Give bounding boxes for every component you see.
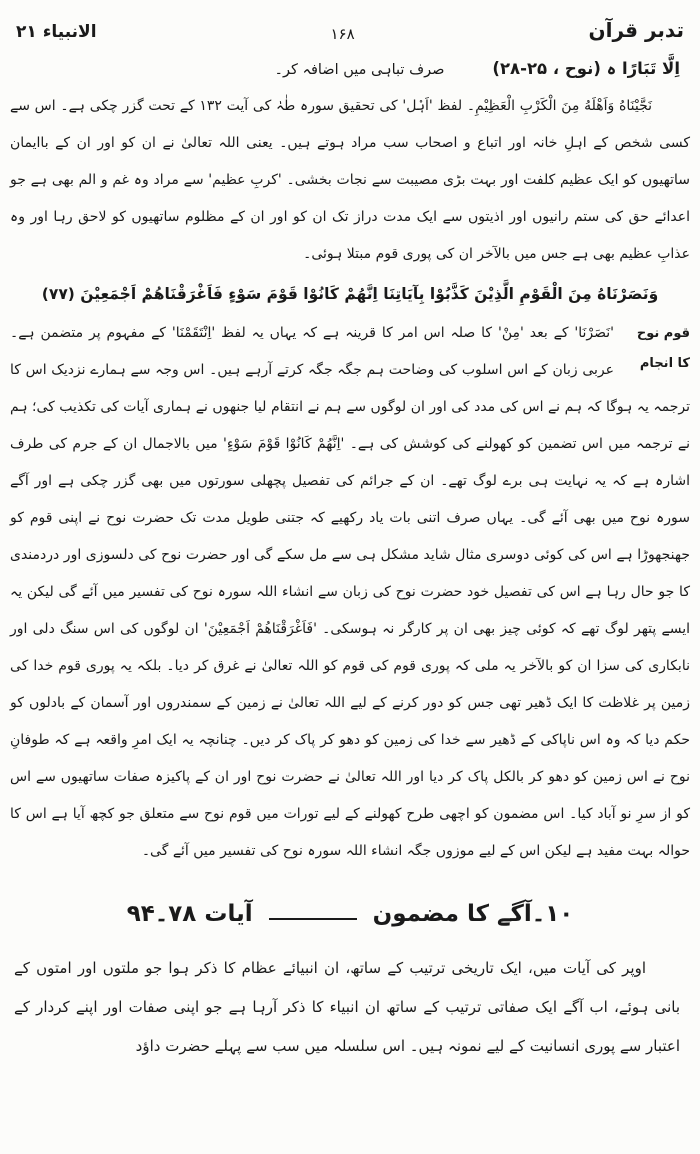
surah-reference: الانبیاء ۲۱ — [16, 22, 97, 42]
section-number-title: ۱۰۔آگے کا مضمون — [372, 901, 574, 927]
commentary-paragraph-kurb-azeem: نَجَّيْنَاهُ وَاَهْلَهُ مِنَ الْكَرْبِ الْعَظِيْمِ۔ لفظ 'اَہْل' کی تحقیق سورہ طٰہٰ کی آیت ۱۳۲ کے تحت گزر چکی ہے۔ اس سے کسی شخص کے اہلِ خانہ اور اتباع و اصحاب سب مراد ہوتے ہیں۔ یعنی اللہ تعالیٰ نے ان کو اور ان کے باایمان ساتھیوں کو ایک عظیم کلفت اور بہت بڑی مصیبت سے نجات بخشی۔ 'کربِ عظیم' سے مراد وہ غم و الم بھی ہے جو اعدائے حق کی ستم رانیوں اور اذیتوں سے ایک مدت دراز تک ان کو اور ان کے مظلوم ساتھیوں کو لاحق رہا اور وہ عذابِ عظیم بھی ہے جس میں بالآخر ان کی پوری قوم مبتلا ہوئی۔ — [10, 98, 690, 262]
commentary-paragraph-qaum-nuh: 'نَصَرْنَا' کے بعد 'مِنْ' کا صلہ اس امر کا قرینہ ہے کہ یہاں یہ لفظ 'اِنْتَقَمْنَا' کے مفہوم پر متضمن ہے۔ عربی زبان کے اس اسلوب کی وضاحت ہم جگہ جگہ کرتے آرہے ہیں۔ اس وجہ سے ہمارے نزدیک اس کا ترجمہ یہ ہوگا کہ ہم نے اس کی مدد کی اور ان لوگوں سے ہم نے انتقام لیا جنھوں نے ہماری آیات کی تکذیب کی؛ ہم نے ترجمہ میں اس تضمین کو کھولنے کی کوشش کی ہے۔ 'اِنَّهُمْ كَانُوْا قَوْمَ سَوْءٍ' میں بالاجمال ان کے جرم کی طرف اشارہ ہے کہ یہ نہایت ہی برے لوگ تھے۔ ان کے جرائم کی تفصیل پچھلی سورتوں میں بھی گزر چکی ہے اور آگے سورہ نوح میں بھی آئے گی۔ یہاں صرف اتنی بات یاد رکھیے کہ جتنی طویل مدت تک حضرت نوح نے اپنی قوم کو جھنجھوڑا ہے اس کی کوئی دوسری مثال شاید مشکل ہی سے مل سکے گی اور حضرت نوح کی دلسوزی اور دردمندی کا جو حال رہا ہے اس کی تفصیل خود حضرت نوح کی زبان سے انشاء اللہ سورہ نوح کی تفسیر میں آئے گی لیکن یہ ایسے پتھر لوگ تھے کہ کوئی چیز بھی ان پر کارگر نہ ہوسکی۔ 'فَاَغْرَقْنَاهُمْ اَجْمَعِيْنَ' ان لوگوں کی اس سنگ دلی اور نابکاری کی سزا ان کو بالآخر یہ ملی کہ پوری قوم کی قوم کو اللہ تعالیٰ نے غرق کر دیا۔ بلکہ یہ پوری قوم خدا کی زمین پر غلاظت کا ایک ڈھیر تھی جس کو دور کرنے کے لیے اللہ تعالیٰ نے زمین کے سمندروں اور آسمان کے بادلوں کو حکم دیا کہ وہ اس ناپاکی کے ڈھیر سے خدا کی زمین کو دھو کر پاک کر دیں۔ چنانچہ یہ ایک امرِ واقعہ ہے کہ طوفانِ نوح نے اس زمین کو دھو کر بالکل پاک کر دیا اور اللہ تعالیٰ نے حضرت نوح اور ان کے پاکیزہ صفات ساتھیوں سے اس کو از سرِ نو آباد کیا۔ اس مضمون کو اچھی طرح کھولنے کے لیے تورات میں قوم نوح سے متعلق جو کچھ آیا ہے اس کا حوالہ بہت مفید ہے لیکن اس کے لیے موزوں جگہ انشاء اللہ سورہ نوح کی تفسیر میں آئے گی۔ — [10, 325, 690, 859]
section-ayat-range: آیات ۷۸۔۹۴ — [126, 901, 253, 927]
quran-verse-77: وَنَصَرْنَاهُ مِنَ الْقَوْمِ الَّذِيْنَ كَذَّبُوْا بِآيَاتِنَا اِنَّهُمْ كَانُوْا قَوْمَ سَوْءٍ فَاَغْرَقْنَاهُمْ اَجْمَعِيْنَ (۷۷) — [41, 285, 659, 303]
catchword-urdu-translation: صرف تباہی میں اضافہ کر۔ — [274, 62, 445, 78]
commentary-section-qaum-nuh — [10, 315, 690, 870]
next-section-intro-paragraph: اوپر کی آیات میں، ایک تاریخی ترتیب کے ساتھ، ان انبیائے عظام کا ذکر ہوا جو ملتوں اور امتوں کے بانی ہوئے، اب آگے ایک صفاتی ترتیب کے ساتھ ان انبیاء کا ذکر آرہا ہے جو اپنی صفات اور اپنے کردار کے اعتبار سے پوری انسانیت کے لیے نمونہ ہیں۔ اس سلسلہ میں سب سے پہلے حضرت داؤد — [14, 959, 680, 1055]
running-catchword-line — [8, 43, 692, 82]
commentary-body — [8, 82, 692, 1066]
page-number: ۱۶۸ — [330, 25, 355, 43]
section-heading-aage-ka-mazmun — [10, 896, 690, 933]
heading-rule — [269, 918, 357, 920]
margin-note-qaum-nuh-ka-anjam: قوم نوح کا انجام — [636, 326, 690, 371]
page-header — [8, 18, 692, 43]
catchword-arabic: اِلَّا تَبَارًا ہ (نوح ، ۲۵-۲۸) — [492, 59, 680, 78]
book-title: تدبر قرآن — [588, 18, 684, 42]
